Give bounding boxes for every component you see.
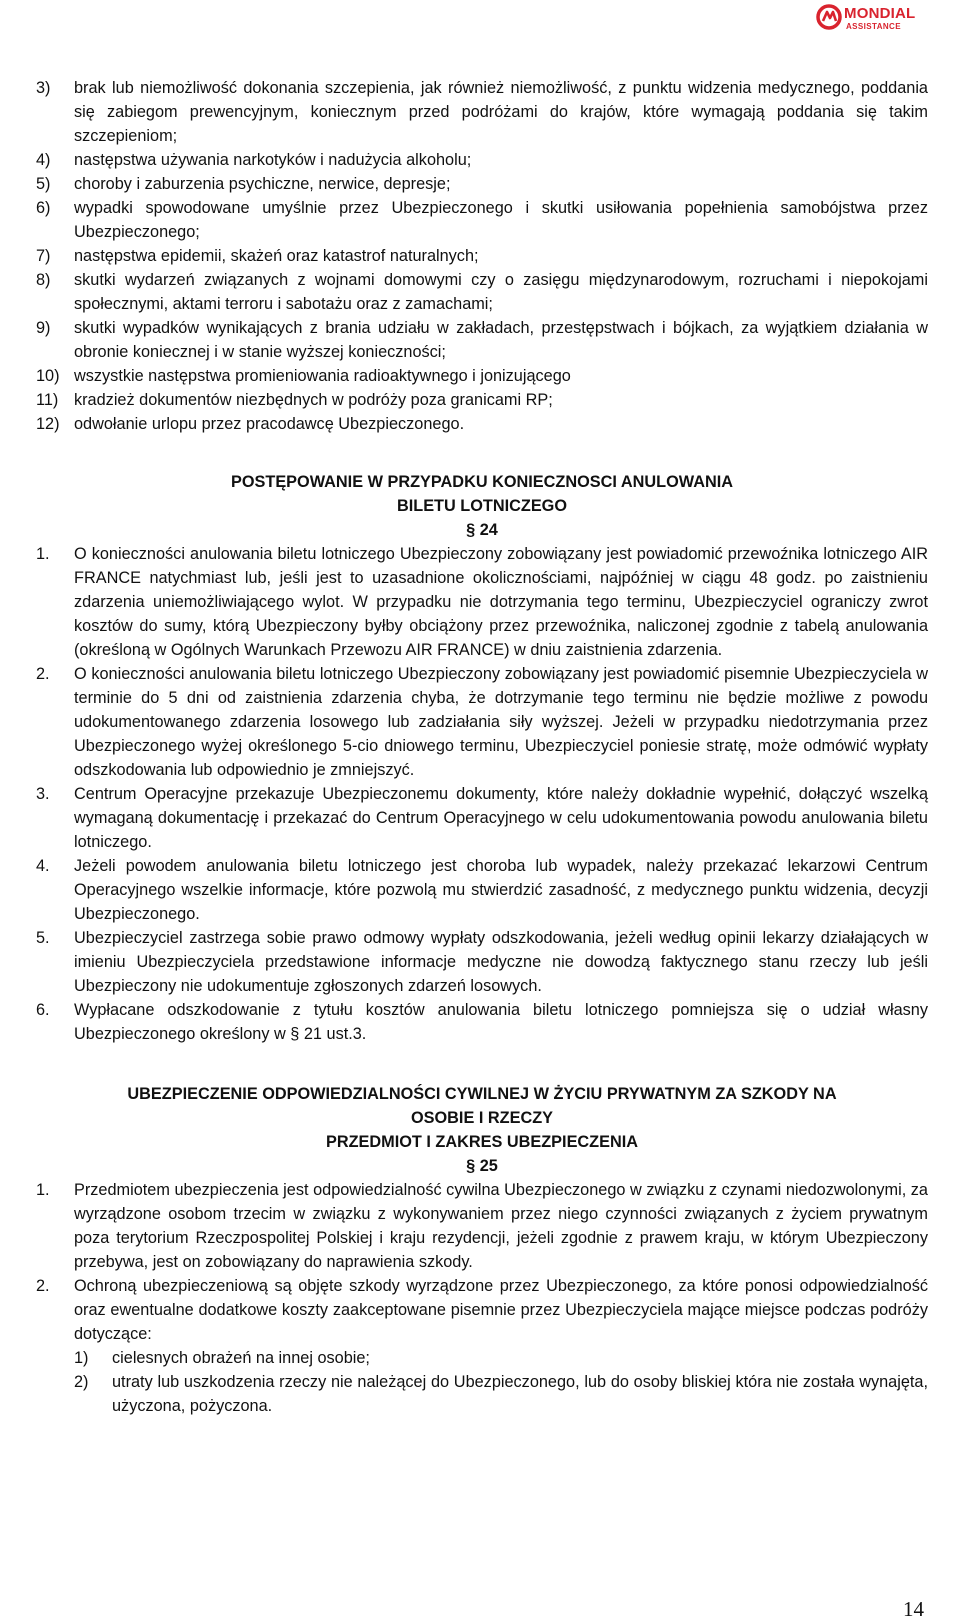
item-number: 6) bbox=[36, 199, 51, 217]
list-item bbox=[36, 1274, 928, 1346]
item-text: choroby i zaburzenia psychiczne, nerwice, depresje; bbox=[74, 175, 451, 193]
item-number: 4) bbox=[36, 151, 51, 169]
item-text: następstwa epidemii, skażeń oraz katastrof naturalnych; bbox=[74, 247, 479, 265]
section-heading: UBEZPIECZENIE ODPOWIEDZIALNOŚCI CYWILNEJ W ŻYCIU PRYWATNYM ZA SZKODY NA bbox=[127, 1085, 837, 1103]
list-item bbox=[36, 412, 928, 436]
item-text: wszystkie następstwa promieniowania radioaktywnego i jonizującego bbox=[74, 367, 571, 385]
item-text: następstwa używania narkotyków i nadużycia alkoholu; bbox=[74, 151, 472, 169]
list-item bbox=[36, 926, 928, 998]
list-item bbox=[36, 316, 928, 364]
section-25-list bbox=[36, 1178, 928, 1418]
list-item bbox=[36, 1178, 928, 1274]
item-number: 7) bbox=[36, 247, 51, 265]
section-subheading: PRZEDMIOT I ZAKRES UBEZPIECZENIA bbox=[325, 1133, 639, 1151]
item-text: Przedmiotem ubezpieczenia jest odpowiedzialność cywilna Ubezpieczonego w związku z czynami niedozwolonymi, za wyrządzone osobom trzecim w związku z wykonywaniem przez niego czynności związanych z życiem prywatnym poza terytorium Rzeczpospolitej Polskiej i kraju rezydencji, jeżeli zgodnie z prawem kraju, w którym Ubezpieczony przebywa, jest on zobowiązany do naprawienia szkody. bbox=[74, 1181, 928, 1271]
item-text: O konieczności anulowania biletu lotniczego Ubezpieczony zobowiązany jest powiadomić przewoźnika lotniczego AIR FRANCE natychmiast lub, jeśli jest to uzasadnione okolicznościami, najpóźniej w ciągu 48 godz. po zaistnieniu zdarzenia uniemożliwiającego wylot. W przypadku nie dotrzymania tego terminu, Ubezpieczyciel ograniczy zwrot kosztów do sumy, którą Ubezpieczony byłby obciążony przez przewoźnika, naliczonej zgodnie z tabelą anulowania (określoną w Ogólnych Warunkach Przewozu AIR FRANCE) w dniu zaistnienia zdarzenia. bbox=[74, 545, 928, 659]
item-text: Wypłacane odszkodowanie z tytułu kosztów anulowania biletu lotniczego pomniejsza się o udział własny Ubezpieczonego określony w § 21 ust.3. bbox=[74, 1001, 928, 1043]
paragraph-number: § 25 bbox=[466, 1157, 498, 1175]
item-text: Ubezpieczyciel zastrzega sobie prawo odmowy wypłaty odszkodowania, jeżeli według opinii lekarzy działających w imieniu Ubezpieczyciela przedstawione informacje medyczne nie dowodzą faktycznego stanu rzeczy lub jeśli Ubezpieczony nie udokumentuje zgłoszonych zdarzeń losowych. bbox=[74, 929, 928, 995]
list-item bbox=[36, 854, 928, 926]
item-number: 1. bbox=[36, 545, 50, 563]
paragraph-number: § 24 bbox=[466, 521, 498, 539]
list-item bbox=[36, 364, 928, 388]
item-number: 3. bbox=[36, 785, 50, 803]
item-text: odwołanie urlopu przez pracodawcę Ubezpieczonego. bbox=[74, 415, 465, 433]
item-number: 10) bbox=[36, 367, 60, 385]
item-number: 9) bbox=[36, 319, 51, 337]
section-heading: POSTĘPOWANIE W PRZYPADKU KONIECZNOSCI ANULOWANIA bbox=[230, 473, 733, 491]
page-number: 14 bbox=[903, 1597, 924, 1621]
item-text: skutki wydarzeń związanych z wojnami domowymi czy o zasięgu międzynarodowym, rozruchami i niepokojami społecznymi, aktami terroru i sabotażu oraz z zamachami; bbox=[74, 271, 928, 313]
item-number: 4. bbox=[36, 857, 50, 875]
list-item bbox=[36, 388, 928, 412]
logo-wordmark: MONDIAL bbox=[844, 5, 916, 22]
list-item bbox=[36, 172, 928, 196]
item-text: cielesnych obrażeń na innej osobie; bbox=[112, 1349, 370, 1367]
list-item bbox=[36, 244, 928, 268]
sub-list bbox=[36, 1346, 928, 1418]
item-text: Centrum Operacyjne przekazuje Ubezpieczonemu dokumenty, które należy dokładnie wypełnić, dołączyć wszelką wymaganą dokumentację i przekazać do Centrum Operacyjnego w celu udokumentowania powodu anulowania biletu lotniczego. bbox=[74, 785, 928, 851]
item-text: skutki wypadków wynikających z brania udziału w zakładach, przestępstwach i bójkach, za wyjątkiem działania w obronie koniecznej i w stanie wyższej konieczności; bbox=[74, 319, 928, 361]
item-text: wypadki spowodowane umyślnie przez Ubezpieczonego i skutki usiłowania popełnienia samobójstwa przez Ubezpieczonego; bbox=[74, 199, 928, 241]
company-logo bbox=[816, 2, 932, 36]
list-item bbox=[36, 542, 928, 662]
section-24-list bbox=[36, 542, 928, 1046]
list-item bbox=[36, 998, 928, 1046]
section-heading: BILETU LOTNICZEGO bbox=[396, 497, 568, 515]
list-item bbox=[36, 148, 928, 172]
list-item bbox=[36, 782, 928, 854]
item-number: 11) bbox=[36, 391, 59, 409]
mondial-swirl-icon bbox=[816, 4, 842, 30]
item-number: 1) bbox=[74, 1349, 89, 1367]
item-number: 5. bbox=[36, 929, 50, 947]
document-body bbox=[36, 76, 928, 1418]
item-text: brak lub niemożliwość dokonania szczepienia, jak również niemożliwość, z punktu widzenia medycznego, poddania się zabiegom prewencyjnym, koniecznym przed podróżami do krajów, które wymagają poddania się takim szczepieniom; bbox=[74, 79, 928, 145]
item-text: Jeżeli powodem anulowania biletu lotniczego jest choroba lub wypadek, należy przekazać lekarzowi Centrum Operacyjnego wszelkie informacje, które pozwolą mu stwierdzić zasadność, z medycznego punktu widzenia, decyzji Ubezpieczonego. bbox=[74, 857, 928, 923]
sub-list-item bbox=[74, 1346, 928, 1370]
item-text: kradzież dokumentów niezbędnych w podróży poza granicami RP; bbox=[74, 391, 553, 409]
item-number: 2. bbox=[36, 665, 50, 683]
item-number: 5) bbox=[36, 175, 51, 193]
list-item bbox=[36, 268, 928, 316]
list-item bbox=[36, 76, 928, 148]
item-number: 2) bbox=[74, 1373, 89, 1391]
item-text: Ochroną ubezpieczeniową są objęte szkody wyrządzone przez Ubezpieczonego, za które ponosi odpowiedzialność oraz ewentualne dodatkowe koszty zaakceptowane pisemnie przez Ubezpieczyciela mające miejsce podczas podróży dotyczące: bbox=[74, 1277, 928, 1343]
list-item bbox=[36, 662, 928, 782]
item-number: 12) bbox=[36, 415, 60, 433]
logo-subtitle: ASSISTANCE bbox=[846, 22, 901, 31]
item-text: O konieczności anulowania biletu lotniczego Ubezpieczony zobowiązany jest powiadomić pisemnie Ubezpieczyciela w terminie do 5 dni od zaistnienia zdarzenia chyba, że dotrzymanie tego terminu nie będzie możliwe z powodu udokumentowanego zdarzenia losowego lub zadziałania siły wyższej. Jeżeli w przypadku niedotrzymania przez Ubezpieczonego wyżej określonego 5-cio dniowego terminu, Ubezpieczyciel poniesie stratę, może odmówić wypłaty odszkodowania lub odpowiednio je zmniejszyć. bbox=[74, 665, 928, 779]
item-number: 3) bbox=[36, 79, 51, 97]
list-item bbox=[36, 196, 928, 244]
item-text: utraty lub uszkodzenia rzeczy nie należącej do Ubezpieczonego, lub do osoby bliskiej która nie została wynajęta, użyczona, pożyczona. bbox=[112, 1373, 928, 1415]
exclusions-list bbox=[36, 76, 928, 436]
section-heading: OSOBIE I RZECZY bbox=[410, 1109, 554, 1127]
item-number: 8) bbox=[36, 271, 51, 289]
item-number: 2. bbox=[36, 1277, 50, 1295]
sub-list-item bbox=[74, 1370, 928, 1418]
item-number: 1. bbox=[36, 1181, 50, 1199]
item-number: 6. bbox=[36, 1001, 50, 1019]
